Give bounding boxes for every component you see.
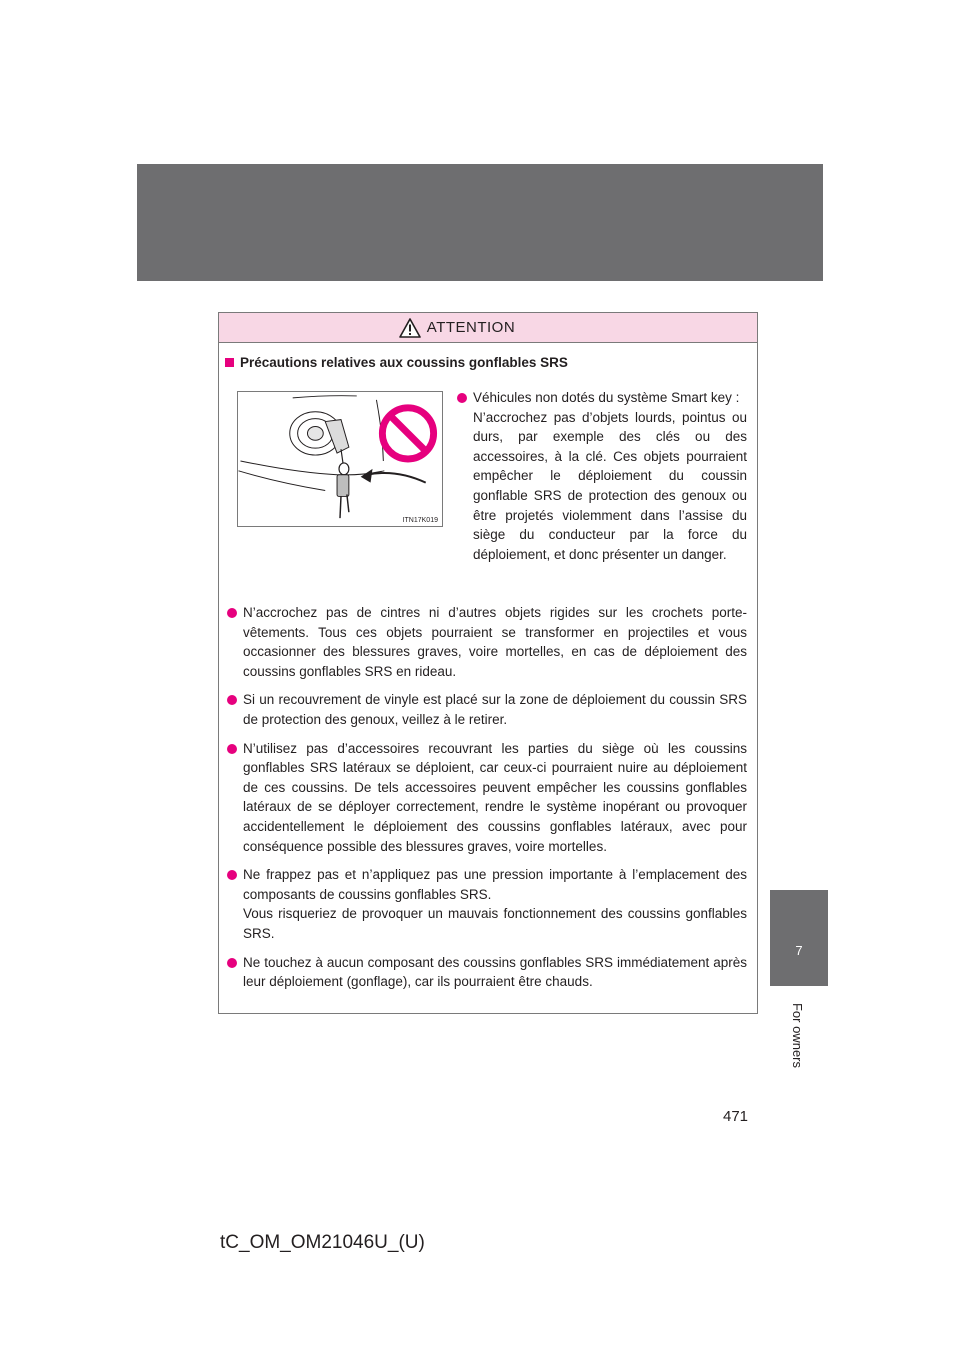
page-number: 471 bbox=[723, 1108, 749, 1125]
list-item-text: Ne touchez à aucun composant des coussins gonflables SRS immédiatement après leur déploiement (gonflage), car ils pourraient être chauds. bbox=[243, 954, 747, 990]
chapter-number: 7 bbox=[795, 943, 803, 958]
header-bar bbox=[137, 164, 823, 281]
smart-key-note bbox=[455, 388, 747, 564]
section-title bbox=[225, 355, 568, 370]
section-title-text: Précautions relatives aux coussins gonflables SRS bbox=[240, 355, 568, 370]
list-item bbox=[455, 388, 747, 564]
smart-key-note-title: Véhicules non dotés du système Smart key : bbox=[473, 390, 740, 405]
list-item-text: N’utilisez pas d’accessoires recouvrant les parties du siège où les coussins gonflables SRS latéraux se déploient, car ceux-ci pourraient nuire au déploiement de ces coussins. De tels accessoires peuvent empêcher les coussins gonflables latéraux de se déployer correctement, rendre le système inopérant ou provoquer accidentellement le déploiement des coussins gonflables latéraux, avec pour conséquence possible des blessures graves, voire mortelles. bbox=[243, 740, 747, 854]
chapter-label bbox=[788, 1000, 808, 1070]
list-item bbox=[225, 953, 747, 992]
document-code: tC_OM_OM21046U_(U) bbox=[220, 1232, 425, 1253]
bullet-dot-icon bbox=[227, 870, 237, 880]
bullet-dot-icon bbox=[227, 958, 237, 968]
ignition-key-illustration bbox=[238, 392, 442, 526]
warning-box bbox=[218, 312, 758, 1014]
list-item-text: Ne frappez pas et n’appliquez pas une pression importante à l’emplacement des composants de coussins gonflables SRS. bbox=[243, 867, 747, 902]
chapter-label-text: For owners bbox=[790, 1002, 806, 1068]
list-item-text: N’accrochez pas de cintres ni d’autres objets rigides sur les crochets porte-vêtements. Tous ces objets pourraient se transformer en projectiles et vous occasionner des blessures graves, voire mortelles, en cas de déploiement des coussins gonflables SRS en rideau. bbox=[243, 605, 747, 679]
bullet-dot-icon bbox=[457, 393, 467, 403]
warning-header bbox=[219, 313, 757, 343]
list-item bbox=[225, 603, 747, 681]
chapter-tab[interactable] bbox=[770, 890, 828, 986]
figure-code: ITN17K019 bbox=[402, 517, 438, 524]
warning-triangle-icon bbox=[399, 318, 421, 338]
bullet-dot-icon bbox=[227, 695, 237, 705]
list-item-text: Si un recouvrement de vinyle est placé sur la zone de déploiement du coussin SRS de protection des genoux, veillez à le retirer. bbox=[243, 692, 747, 727]
key-illustration bbox=[237, 391, 443, 527]
list-item bbox=[225, 690, 747, 729]
precautions-list bbox=[225, 603, 747, 1001]
smart-key-note-text: N’accrochez pas d’objets lourds, pointus ou durs, par exemple des clés ou des accessoires, à la clé. Ces objets pourraient empêcher le déploiement du coussin gonflable SRS de protection des genoux ou être projetés violemment dans l’assise du siège du conducteur par la force du déploiement, et donc présenter un danger. bbox=[473, 409, 747, 562]
list-item bbox=[225, 865, 747, 943]
bullet-dot-icon bbox=[227, 608, 237, 618]
no-entry-sign-icon bbox=[382, 408, 433, 459]
square-bullet-icon bbox=[225, 358, 234, 367]
list-item-text: Vous risqueriez de provoquer un mauvais fonctionnement des coussins gonflables SRS. bbox=[243, 906, 747, 941]
bullet-dot-icon bbox=[227, 744, 237, 754]
warning-title: ATTENTION bbox=[426, 319, 516, 336]
list-item bbox=[225, 739, 747, 857]
